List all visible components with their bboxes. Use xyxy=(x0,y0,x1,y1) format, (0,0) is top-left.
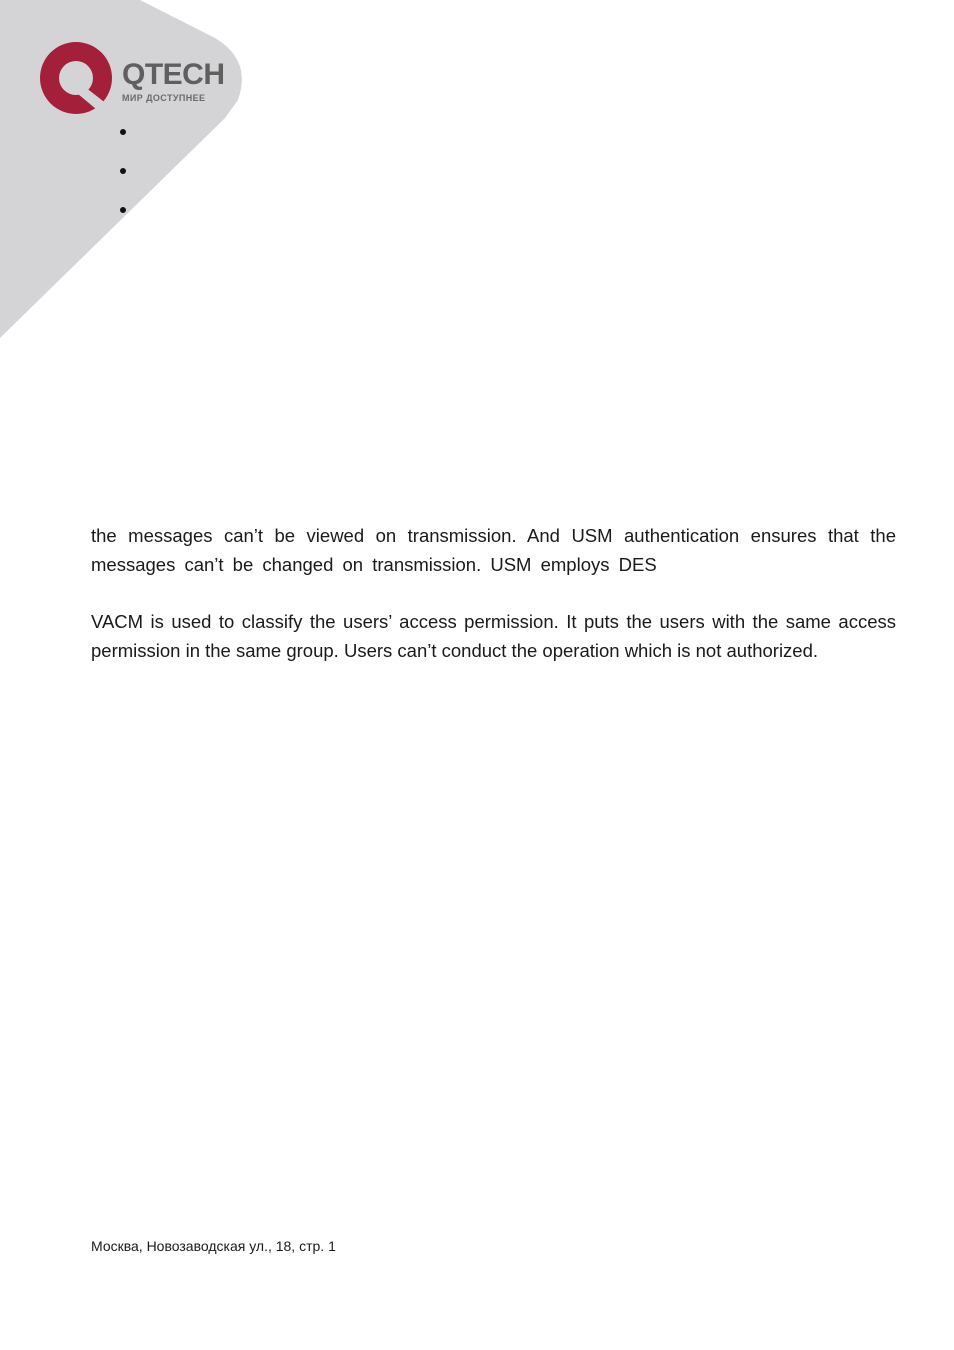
logo-q-icon xyxy=(40,42,114,116)
logo-wordmark: QTECH xyxy=(122,58,225,91)
footer-address: Москва, Новозаводская ул., 18, стр. 1 xyxy=(91,1238,336,1254)
bullet-icon xyxy=(120,207,126,213)
qtech-logo xyxy=(40,42,240,116)
bullet-icon xyxy=(120,129,126,135)
bullet-icon xyxy=(120,168,126,174)
logo-tagline: МИР ДОСТУПНЕЕ xyxy=(122,93,206,103)
paragraph-usm: the messages can’t be viewed on transmission. And USM authentication ensures that the messages can’t be changed on transmission. USM employs DES xyxy=(91,525,896,575)
paragraph-vacm: VACM is used to classify the users’ access permission. It puts the users with the same access permission in the same group. Users can’t conduct the operation which is not authorized. xyxy=(91,611,896,661)
